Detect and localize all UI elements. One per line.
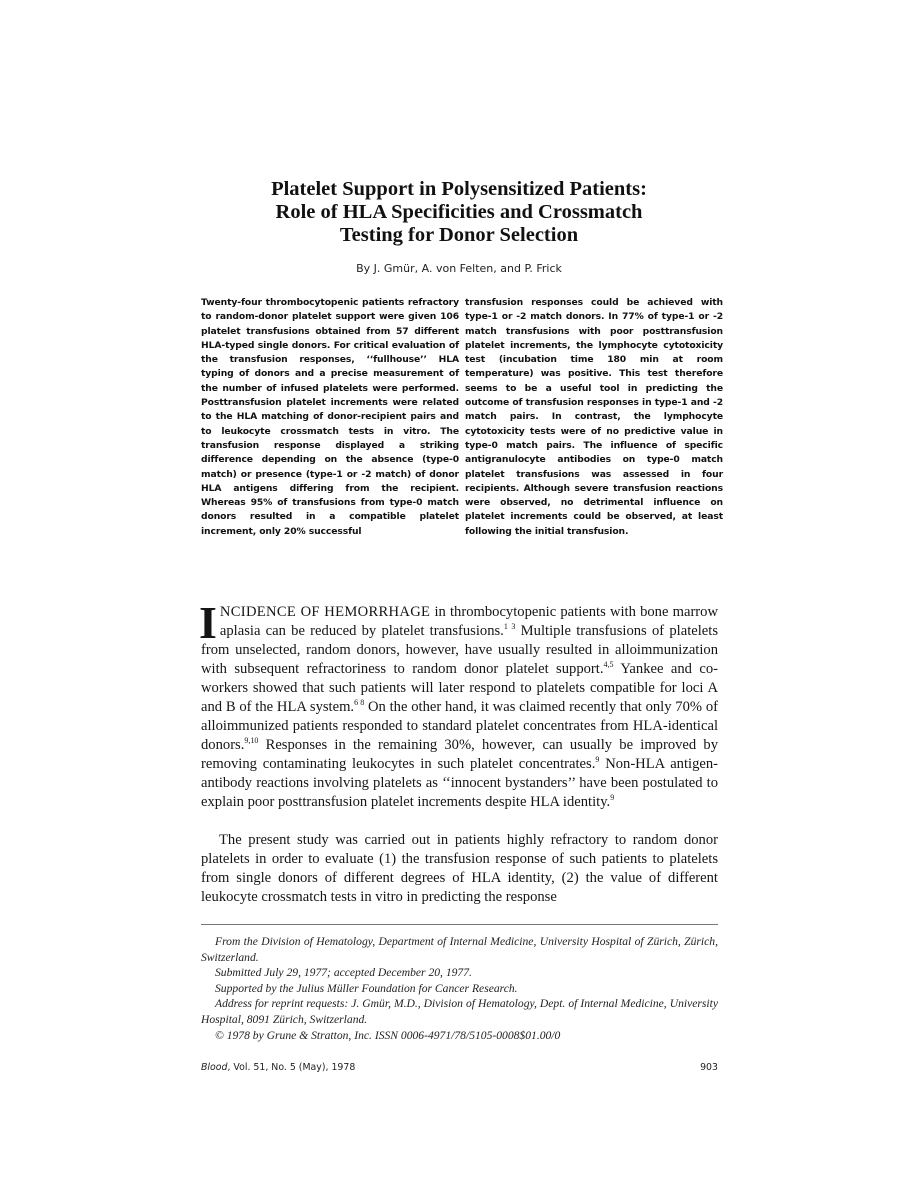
- author-byline: By J. Gmür, A. von Felten, and P. Frick: [356, 262, 562, 275]
- reference-superscript: 4,5: [603, 660, 614, 669]
- footnote-copyright: © 1978 by Grune & Stratton, Inc. ISSN 0006-4971/78/5105-0008$01.00/0: [215, 1028, 561, 1042]
- sentence: Responses in the remaining 30%, however, can usually be improved by removing contaminating leukocytes in such platelet concentrates.: [201, 737, 718, 772]
- title-line: Platelet Support in Polysensitized Patients:: [271, 178, 647, 200]
- footnotes: [201, 934, 718, 1043]
- lead-in-caps: NCIDENCE OF HEMORRHAGE: [219, 604, 431, 620]
- abstract-column-left: Twenty-four thrombocytopenic patients refractory to random-donor platelet support were given 106 platelet transfusions obtained from 57 different HLA-typed single donors. For critical evaluation of the transfusion responses, ‘‘fullhouse’’ HLA typing of donors and a precise measurement of the number of infused platelets were performed. Posttransfusion platelet increments were related to the HLA matching of donor-recipient pairs and to leukocyte crossmatch tests in vitro. The transfusion response displayed a striking difference depending on the absence (type-0 match) or presence (type-1 or -2 match) of donor HLA antigens differing from the recipient. Whereas 95% of transfusions from type-0 match donors resulted in a compatible platelet increment, only 20% successful: [201, 297, 459, 537]
- page-number: 903: [700, 1062, 718, 1073]
- sentence: On the other hand, it was claimed recently that only 70% of alloimmunized patients responded to standard platelet concentrates from HLA-identical donors.: [201, 699, 718, 753]
- abstract-column-right: transfusion responses could be achieved with type-1 or -2 match donors. In 77% of type-1 or -2 match transfusions with poor posttransfusion platelet increments, the lymphocyte cytotoxicity test (incubation time 180 min at room temperature) was positive. This test therefore seems to be a useful tool in predicting the outcome of transfusion responses in type-1 and -2 match pairs. In contrast, the lymphocyte cytotoxicity tests were of no predictive value in type-0 match pairs. The influence of specific antigranulocyte antibodies on type-0 match platelet transfusions was assessed in four recipients. Although severe transfusion reactions were observed, no detrimental influence on platelet increments could be observed, at least following the initial transfusion.: [465, 297, 723, 537]
- journal-name: Blood: [201, 1062, 228, 1073]
- footnote-divider: [201, 924, 718, 925]
- footnote-affiliation: From the Division of Hematology, Department of Internal Medicine, University Hospital of Zürich, Zürich, Switzerland.: [201, 935, 718, 964]
- drop-cap: I: [199, 597, 217, 648]
- sentence: Yankee and co-workers showed that such patients will later respond to platelets compatible for loci A and B of the HLA system.: [201, 661, 718, 715]
- footnote-submission-dates: Submitted July 29, 1977; accepted December 20, 1977.: [215, 966, 472, 980]
- reference-superscript: 9: [595, 755, 600, 764]
- page-footer: [201, 1062, 718, 1073]
- body-paragraph-intro: [199, 597, 719, 812]
- article-title: [200, 178, 718, 247]
- reference-superscript: 6 8: [354, 698, 365, 707]
- reference-superscript: 9,10: [244, 736, 259, 745]
- volume-issue: , Vol. 51, No. 5 (May), 1978: [227, 1062, 356, 1073]
- sentence: Multiple transfusions of platelets from unselected, random donors, however, have usually resulted in alloimmunization with subsequent refractoriness to random donor platelet support.: [201, 623, 718, 677]
- title-line: Role of HLA Specificities and Crossmatch: [275, 201, 643, 223]
- reference-superscript: 1 3: [503, 622, 516, 631]
- body-paragraph-study-aims: The present study was carried out in patients highly refractory to random donor platelets in order to evaluate (1) the transfusion response of such patients to platelets from single donors of different degrees of HLA identity, (2) the value of different leukocyte crossmatch tests in vitro in predicting the response: [201, 832, 718, 905]
- sentence: Non-HLA antigen-antibody reactions involving platelets as ‘‘innocent bystanders’’ have been postulated to explain poor posttransfusion platelet increments despite HLA identity.: [201, 756, 719, 810]
- reference-superscript: 9: [610, 793, 615, 802]
- title-line: Testing for Donor Selection: [339, 224, 579, 246]
- footnote-funding: Supported by the Julius Müller Foundation for Cancer Research.: [215, 981, 518, 995]
- sentence: in thrombocytopenic patients with bone marrow aplasia can be reduced by platelet transfusions.: [219, 604, 719, 639]
- journal-citation: [201, 1062, 355, 1073]
- footnote-reprint-address: Address for reprint requests: J. Gmür, M.D., Division of Hematology, Dept. of Internal Medicine, University Hospital, 8091 Zürich, Switzerland.: [201, 997, 718, 1026]
